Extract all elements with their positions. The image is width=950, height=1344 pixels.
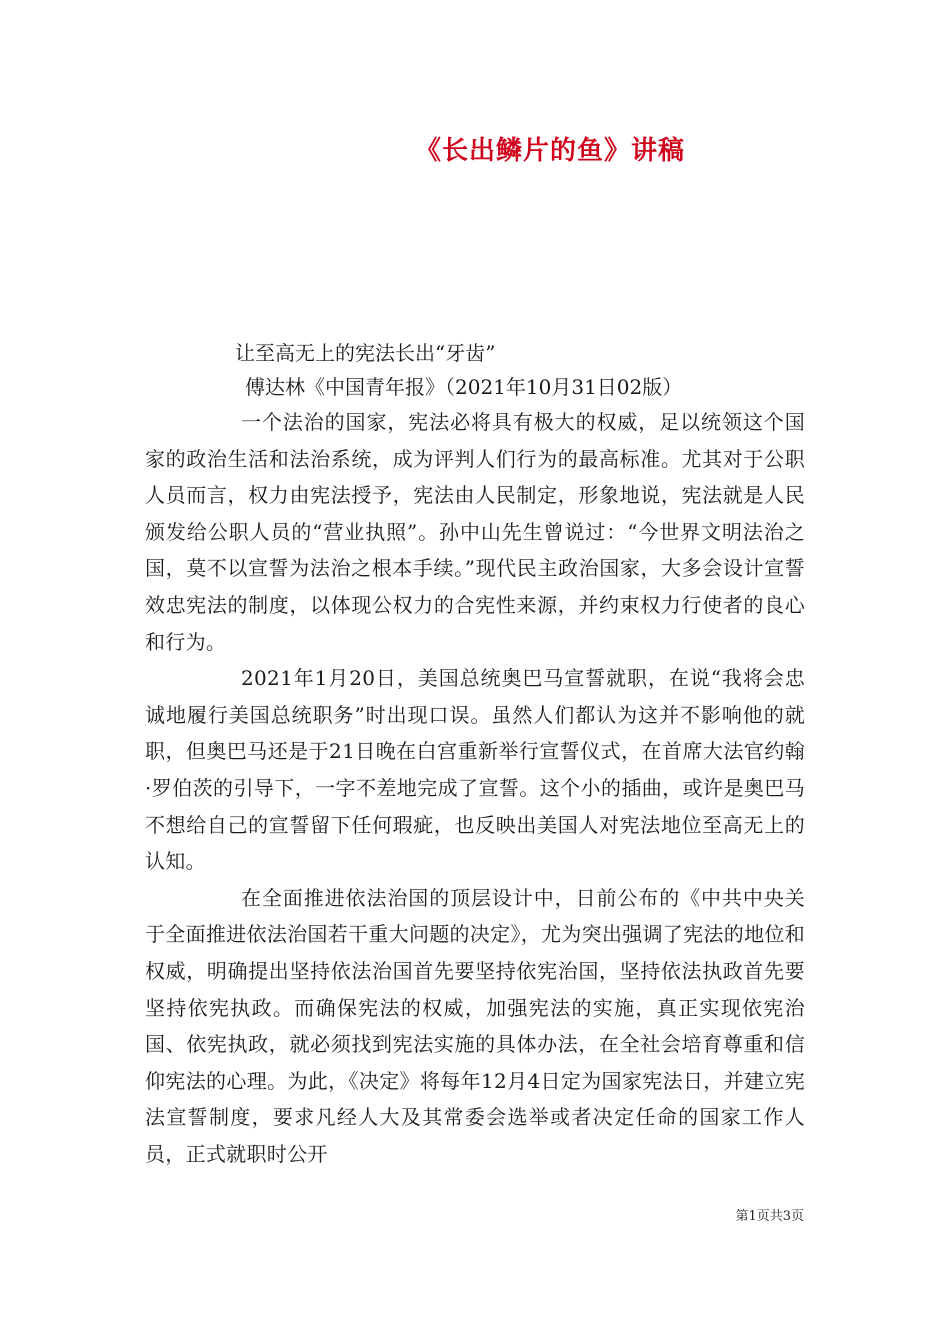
paragraph-3: 在全面推进依法治国的顶层设计中，日前公布的《中共中央关于全面推进依法治国若干重大问题的决定》，尤为突出强调了宪法的地位和权威，明确提出坚持依法治国首先要坚持依宪治国，坚持依法执政首先要坚持依宪执政。而确保宪法的权威，加强宪法的实施，真正实现依宪治国、依宪执政，就必须找到宪法实施的具体办法，在全社会培育尊重和信仰宪法的心理。为此，《决定》将每年12月4日定为国家宪法日，并建立宪法宣誓制度，要求凡经人大及其常委会选举或者决定任命的国家工作人员，正式就职时公开 <box>145 885 805 1166</box>
article-subtitle: 让至高无上的宪法长出“牙齿” <box>235 341 496 365</box>
paragraph-1: 一个法治的国家，宪法必将具有极大的权威，足以统领这个国家的政治生活和法治系统，成为评判人们行为的最高标准。尤其对于公职人员而言，权力由宪法授予，宪法由人民制定，形象地说，宪法就是人民颁发给公职人员的“营业执照”。孙中山先生曾说过：“今世界文明法治之国，莫不以宣誓为法治之根本手续。”现代民主政治国家，大多会设计宣誓效忠宪法的制度，以体现公权力的合宪性来源，并约束权力行使者的良心和行为。 <box>145 410 805 654</box>
article-byline: 傅达林《中国青年报》（2021年10月31日02版） <box>245 375 683 399</box>
paragraph-2: 2021年1月20日，美国总统奥巴马宣誓就职，在说“我将会忠诚地履行美国总统职务”时出现口误。虽然人们都认为这并不影响他的就职，但奥巴马还是于21日晚在白宫重新举行宣誓仪式，在首席大法官约翰·罗伯茨的引导下，一字不差地完成了宣誓。这个小的插曲，或许是奥巴马不想给自己的宣誓留下任何瑕疵，也反映出美国人对宪法地位至高无上的认知。 <box>145 666 805 874</box>
page-number: 第1页共3页 <box>735 1209 804 1224</box>
document-title: 《长出鳞片的鱼》讲稿 <box>414 136 685 166</box>
document-body <box>145 336 805 1172</box>
